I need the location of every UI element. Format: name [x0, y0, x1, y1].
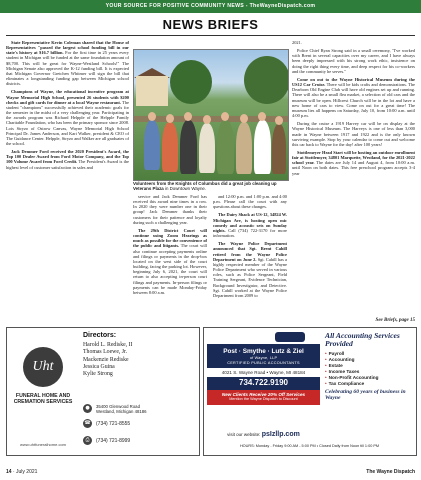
person-figure — [180, 120, 197, 174]
brief-paragraph: 2021. — [292, 40, 302, 45]
uht-address-line: 35400 Glenwood Road — [96, 404, 140, 409]
pss-website-link[interactable]: psIzllp.com — [261, 431, 300, 438]
caption-lead: Volunteers from the Knights of Columbus did a great job cleaning up Veterans Plaza — [133, 181, 277, 192]
brief-lead: Jack Demmer Ford received the 2020 President's Award, the Top 100 Dealer Award from Ford Motor Company, and the Top 100 Volume Award from Ford Credit. — [6, 149, 129, 165]
issue-date: July 2021 — [16, 469, 38, 475]
brief-paragraph — [213, 241, 287, 298]
uht-phone-2[interactable]: (734) 721-8999 — [96, 438, 131, 444]
director-name: Jessica Guina — [83, 363, 115, 370]
volunteers-photo — [133, 49, 289, 181]
phone-icon: ☎ — [84, 420, 91, 426]
pss-services-list — [325, 351, 412, 387]
person-figure — [162, 122, 178, 172]
tree-shape — [244, 56, 289, 104]
person-figure — [199, 123, 215, 173]
pss-visit — [207, 431, 320, 438]
see-briefs-link[interactable]: See Briefs, page 15 — [375, 318, 415, 323]
fax-icon: ⎙ — [83, 436, 92, 445]
pss-hours: HOURS: Monday - Friday 9:00 AM - 5:00 PM • Closed Daily from Noon till 1:00 PM — [239, 444, 380, 448]
service-item: • Non-Profit Accounting — [325, 375, 412, 381]
page-headline: NEWS BRIEFS — [162, 17, 259, 32]
brief-paragraph: Police Chief Ryan Strong said in a small ceremony, "I've worked with Brent in several capacities over my career, and I have always been deeply impressed with his strong work ethic, insistence on doing the right thing every time, and deep respect for his co-workers and the community he serves." — [292, 48, 415, 74]
brief-paragraph — [292, 77, 415, 118]
top-banner: YOUR SOURCE FOR POSITIVE COMMUNITY NEWS - TheWayneDispatch.com — [0, 0, 421, 13]
headline-rule — [6, 35, 415, 36]
person-head — [203, 115, 211, 124]
brief-column-1 — [6, 40, 129, 173]
brief-lead: Come on out to the Wayne Historical Museum during the US12 Car Cruise. — [292, 76, 415, 88]
uht-website[interactable]: www.uhtfuneralhome.com — [19, 442, 67, 447]
service-item: • Accounting — [325, 357, 412, 363]
person-figure — [217, 120, 234, 174]
brief-body: For the first time in 25 years every student in Michigan will be funded at the same foundation amount of $8,700. This will be great for Wayne-Westland Schools!" The Michigan Senate also approved the K-12 funding bill. It is expected that Michigan Governor Gretchen Whitmer will sign the bill that eliminates a longstanding funding gap between Michigan school districts. — [6, 50, 129, 87]
brief-lead: The Dairy Shack at US-12, 34824 W. Michigan Ave, is hosting open mic comedy and acoustic sets on Sunday nights. — [213, 212, 287, 233]
person-head — [275, 116, 283, 125]
house-shape — [136, 76, 168, 106]
person-head — [221, 112, 229, 121]
person-head — [240, 114, 248, 123]
director-name: Kylie Strong — [83, 371, 113, 378]
brief-paragraph: During the cruise a 1919 Harvey car will be on display at the Wayne Historical Museum. The Harveys is one of less than 3,000 made in Wayne between 1917 and 1922 and is the only known surviving example. Stop by your calendar to come out and welcome this car back to Wayne for the day! after 100 years! — [292, 121, 415, 147]
pss-firm-name: Post · Smythe · Lutz & Ziel — [223, 348, 304, 355]
pss-cert-label: CERTIFIED PUBLIC ACCOUNTANTS — [227, 361, 300, 365]
caption-rest: in Downtown Wayne. — [163, 186, 207, 192]
brief-paragraph: service and Jack Demmer Ford has received this award nine times in a row. In 2020 they were number one in their group! Jack Demmer thanks their customers for their patience and loyalty during such a challenging year. — [133, 194, 207, 225]
tree-shape — [170, 60, 212, 104]
uht-address — [96, 404, 147, 414]
uht-logo: Uht — [23, 347, 63, 387]
service-item: • Estate — [325, 363, 412, 369]
brief-body: Call (734) 722-3170 for more information. — [213, 227, 287, 239]
brief-paragraph — [6, 40, 129, 86]
brief-paragraph — [6, 149, 129, 170]
brief-column-3 — [213, 194, 287, 301]
paper-name: The Wayne Dispatch — [366, 469, 415, 475]
service-item: • Income Taxes — [325, 369, 412, 375]
brief-paragraph — [133, 228, 207, 295]
uht-funeral-name: FUNERAL HOME AND CREMATION SERVICES — [13, 393, 73, 406]
person-head — [184, 112, 192, 121]
person-head — [166, 114, 174, 123]
brief-column-2 — [133, 194, 207, 298]
pss-services-title: All Accounting Services Provided — [325, 331, 400, 348]
director-name: Thomas Loewe, Jr. — [83, 349, 128, 356]
brief-lead: The Wayne Police Department announced that Sgt. Brent Cahill retired from the Wayne Police Department on June 2. — [213, 241, 287, 262]
pss-visit-label: visit our website: — [227, 432, 261, 437]
pss-firm-location: of Wayne, LLP — [249, 356, 278, 360]
directors-list — [83, 342, 132, 378]
brief-lead: Stottlemeyer Head Start will be hosting an outdoor enrollment fair at Stottlemyer, 34801 Marquette, Westland, for the 2021-2022 school year. — [292, 149, 415, 166]
brief-body: There will be kids crafts and demonstrations. The Dearborn Old Engine Club will have old engines set up and running. There will also be a small flea market, a selection of old cars and the museum will be open. Hillcrest Church will be in the lot and have a new home of cars to view. Come on out for a great time! The museum lies all happens on Saturday, July 10, from 10:00 a.m. until 4:00 p.m. — [292, 82, 415, 119]
location-pin-icon: ● — [83, 404, 92, 413]
pss-address: 4021 S. Wayne Road • Wayne, MI 48184 — [207, 368, 320, 377]
brief-body: The court will also continue accepting payments online and filings or payments in the drop-box located on the west side of the court building, facing the parking lot. However, beginning July 6, 2021, the court will return to also accepting in-person court filings and payments. In-person filings or payments can be made Monday-Friday between 8:00 a.m. — [133, 243, 207, 295]
brief-body: The dates are July 14 and August 4, from 10:00 a.m. until Noon on both dates. This free preschool program accepts 3-4 year — [292, 160, 415, 176]
person-figure — [236, 122, 252, 174]
pss-services-panel — [325, 332, 412, 401]
brief-lead: Champions of Wayne, the educational incentive program at Wayne Memorial High School, presented 26 students with $200 checks and gift cards for dinner at a local Wayne restaurant. — [6, 89, 129, 105]
uht-phone-1[interactable]: (734) 721-8555 — [96, 421, 131, 427]
page-number: 14 — [6, 469, 12, 475]
brief-lead: The 29th District Court will continue using Zoom Hearings as much as possible for the convenience of the public and litigants. — [133, 227, 207, 249]
pss-offer-line: New Clients Receive 20% Off Services — [221, 391, 306, 397]
director-name: Harold L. Rediske, II — [83, 342, 133, 348]
person-head — [258, 112, 266, 121]
brief-body: The President's Award is the highest level of customer satisfaction in sales and — [6, 159, 130, 170]
pss-phone[interactable]: 734.722.9190 — [207, 378, 320, 388]
brief-paragraph — [213, 212, 287, 238]
directors-title: Directors: — [83, 332, 117, 339]
director-name: Mackenzie Rediske — [83, 356, 129, 363]
uht-address-line: Westland, Michigan 48186 — [96, 409, 147, 415]
brief-paragraph: and 12:00 p.m. and 1:00 p.m. and 4:00 p.m. Please call the court with any questions about these changes. — [213, 194, 287, 210]
pss-logo — [275, 332, 305, 342]
person-head — [148, 112, 156, 121]
person-figure — [254, 120, 271, 174]
page-footer — [6, 469, 37, 475]
footer-separator: · — [11, 469, 17, 475]
service-item: • Tax Compliance — [325, 381, 412, 387]
person-figure — [144, 120, 160, 170]
brief-column-4 — [292, 40, 415, 179]
brief-lead: State Representative Kevin Coleman shared that the House of Representatives "passed the largest school funding bill in our state's history at $16.7 billion. — [6, 40, 129, 56]
pss-special-offer — [207, 390, 320, 405]
brief-paragraph — [6, 89, 129, 146]
pss-offer-note: Mention the Wayne Dispatch to Discount — [229, 396, 298, 401]
service-item: • Payroll — [325, 351, 412, 357]
brief-paragraph — [292, 150, 415, 176]
brief-body: The student "champions" successfully achieved their academic goals for the semester in the midst of a very challenging year. Participating in the awards program was Richard Helpple of the Helpple Family Charitable Foundation, who has been the primary sponsor since 2008. Lois Stryzo of Ostrow Canvas, Wayne Memorial High School Principal Dr. James Anderson, and Kari Walker, president & CEO of The Guidance Center. Helpple, Stryzo and Walker are all graduates of the school. — [6, 99, 129, 146]
brief-body: Sgt. Cahill has a highly respected member of the Wayne Police Department who served in various roles, such as Police Sergeant, Field Training Sergeant, Evidence Technician, Background Investigator, and Detective. Sgt. Cahill worked at the Wayne Police Department from 2009 to — [213, 256, 287, 298]
pss-celebrate: Celebrating 60 years of business in Wayne — [325, 389, 406, 402]
photo-caption — [133, 181, 287, 191]
person-figure — [272, 124, 286, 174]
